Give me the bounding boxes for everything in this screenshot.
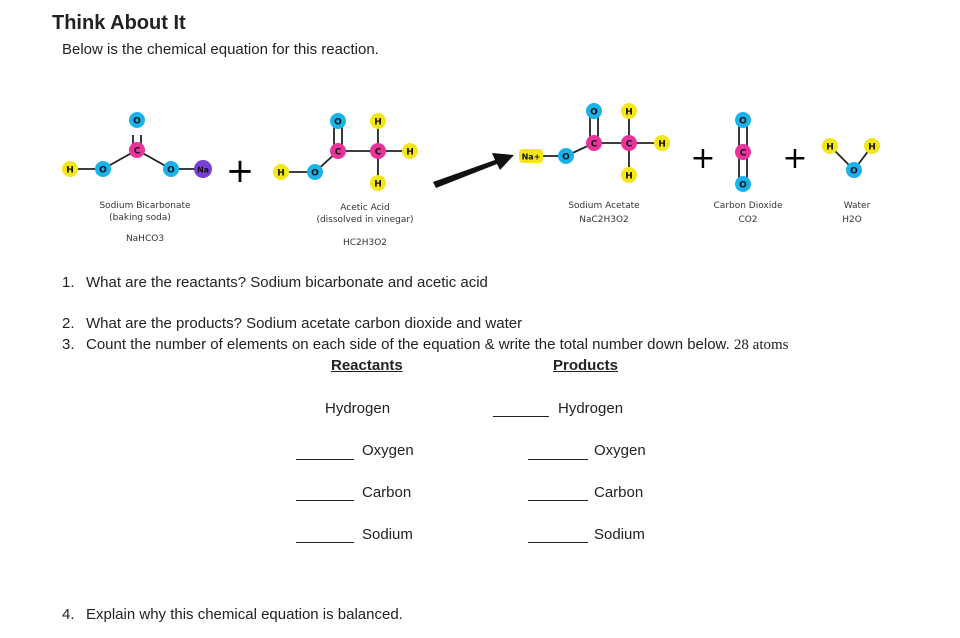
atom-water-h-left <box>822 138 838 154</box>
atom-label: C <box>374 147 382 158</box>
product-oxygen-blank[interactable] <box>528 459 588 460</box>
question-2 <box>62 315 522 332</box>
question-2-text: What are the products? Sodium acetate carbon dioxide and water <box>86 315 523 332</box>
atom-label: O <box>590 107 598 118</box>
atom-label: H <box>374 117 382 128</box>
label-sodium-acetate: Sodium Acetate <box>568 201 640 211</box>
atom-acetic-o-top <box>330 113 346 129</box>
atom-acetic-c1 <box>330 143 346 159</box>
question-1-text: What are the reactants? Sodium bicarbonate and acetic acid <box>86 274 488 291</box>
product-carbon-blank[interactable] <box>528 500 588 501</box>
question-4 <box>62 606 403 623</box>
atom-acetate-h-right <box>654 135 670 151</box>
atom-label: C <box>739 148 747 159</box>
atom-label: H <box>277 168 285 179</box>
reactant-row-sodium: Sodium <box>362 526 413 543</box>
intro-text: Below is the chemical equation for this reaction. <box>62 41 379 58</box>
formula-water: H2O <box>842 215 862 225</box>
reactant-row-carbon: Carbon <box>362 484 412 501</box>
atom-label: H <box>868 142 876 153</box>
atom-co2-o-top <box>735 112 751 128</box>
reactant-oxygen-blank[interactable] <box>296 459 354 460</box>
atom-label: H <box>625 107 633 118</box>
atom-nahco3-o2 <box>163 161 179 177</box>
atom-label: H <box>66 165 74 176</box>
atom-acetate-na <box>519 149 543 163</box>
page-title: Think About It <box>52 12 186 34</box>
reaction-diagram <box>0 90 960 250</box>
product-sodium-blank[interactable] <box>528 542 588 543</box>
atom-label: O <box>739 180 747 191</box>
atom-nahco3-c <box>129 142 145 158</box>
product-row-carbon: Carbon <box>594 484 644 501</box>
atom-acetate-c2 <box>621 135 637 151</box>
products-header: Products <box>553 357 619 374</box>
atom-acetic-c2 <box>370 143 386 159</box>
atom-co2-c <box>735 144 751 160</box>
atom-nahco3-o1 <box>95 161 111 177</box>
atom-acetic-h-top <box>370 113 386 129</box>
atom-label: O <box>850 166 858 177</box>
question-4-number: 4. <box>62 606 75 623</box>
atom-label: O <box>133 116 141 127</box>
label-sodium-bicarbonate: Sodium Bicarbonate <box>99 201 191 211</box>
sub-sodium-bicarbonate: (baking soda) <box>109 213 171 223</box>
question-4-text: Explain why this chemical equation is balanced. <box>86 606 403 623</box>
atom-label: O <box>334 117 342 128</box>
question-3-number: 3. <box>62 336 75 353</box>
atom-label: H <box>658 139 666 150</box>
reaction-arrow <box>433 153 514 188</box>
atom-label: H <box>826 142 834 153</box>
formula-sodium-bicarbonate: NaHCO3 <box>125 234 165 244</box>
reactant-row-oxygen: Oxygen <box>362 442 414 459</box>
label-acetic-acid: Acetic Acid <box>340 203 390 213</box>
atom-water-o <box>846 162 862 178</box>
atom-label: C <box>625 139 633 150</box>
atom-label: O <box>167 165 175 176</box>
atom-acetic-h-bottom <box>370 175 386 191</box>
atom-label: O <box>739 116 747 127</box>
atom-label: Na+ <box>521 152 541 162</box>
sub-acetic-acid: (dissolved in vinegar) <box>316 215 414 225</box>
atom-label: O <box>99 165 107 176</box>
atoms <box>62 103 880 192</box>
atom-water-h-right <box>864 138 880 154</box>
atom-co2-o-bottom <box>735 176 751 192</box>
atom-label: H <box>625 171 633 182</box>
label-carbon-dioxide: Carbon Dioxide <box>713 201 783 211</box>
question-3 <box>62 336 789 354</box>
atom-label: C <box>334 147 342 158</box>
atom-label: O <box>311 168 319 179</box>
plus-sign-2: + <box>690 141 716 176</box>
reactant-carbon-blank[interactable] <box>296 500 354 501</box>
atom-acetate-c1 <box>586 135 602 151</box>
atom-label: Na <box>196 165 210 175</box>
reactant-sodium-blank[interactable] <box>296 542 354 543</box>
plus-sign-1: + <box>225 151 255 191</box>
plus-sign-3: + <box>782 141 808 176</box>
atom-label: O <box>562 152 570 163</box>
atom-label: C <box>133 146 141 157</box>
atom-acetic-o-single <box>307 164 323 180</box>
formula-carbon-dioxide: CO2 <box>738 215 758 225</box>
atom-nahco3-o-top <box>129 112 145 128</box>
atom-nahco3-h <box>62 161 78 177</box>
formula-acetic-acid: HC2H3O2 <box>342 238 388 248</box>
atom-acetate-h-bottom <box>621 167 637 183</box>
product-row-oxygen: Oxygen <box>594 442 646 459</box>
atom-acetate-h-top <box>621 103 637 119</box>
label-water: Water <box>843 201 871 211</box>
question-1 <box>62 274 488 291</box>
atom-label: C <box>590 139 598 150</box>
product-hydrogen-blank[interactable] <box>493 416 549 417</box>
product-row-hydrogen: Hydrogen <box>558 400 624 417</box>
formula-sodium-acetate: NaC2H3O2 <box>579 215 629 225</box>
atom-acetic-h-right <box>402 143 418 159</box>
atom-label: H <box>406 147 414 158</box>
atom-nahco3-na <box>194 160 212 178</box>
atom-acetate-o-top <box>586 103 602 119</box>
question-3-answer: 28 atoms <box>733 337 789 353</box>
atom-acetic-h-left <box>273 164 289 180</box>
question-1-number: 1. <box>62 274 75 291</box>
atom-label: H <box>374 179 382 190</box>
product-row-sodium: Sodium <box>594 526 645 543</box>
reactant-row-hydrogen: Hydrogen <box>325 400 391 417</box>
question-3-text: Count the number of elements on each side of the equation & write the total number down below. <box>86 336 730 353</box>
atom-acetate-o-single <box>558 148 574 164</box>
reactants-header: Reactants <box>331 357 403 374</box>
question-2-number: 2. <box>62 315 75 332</box>
